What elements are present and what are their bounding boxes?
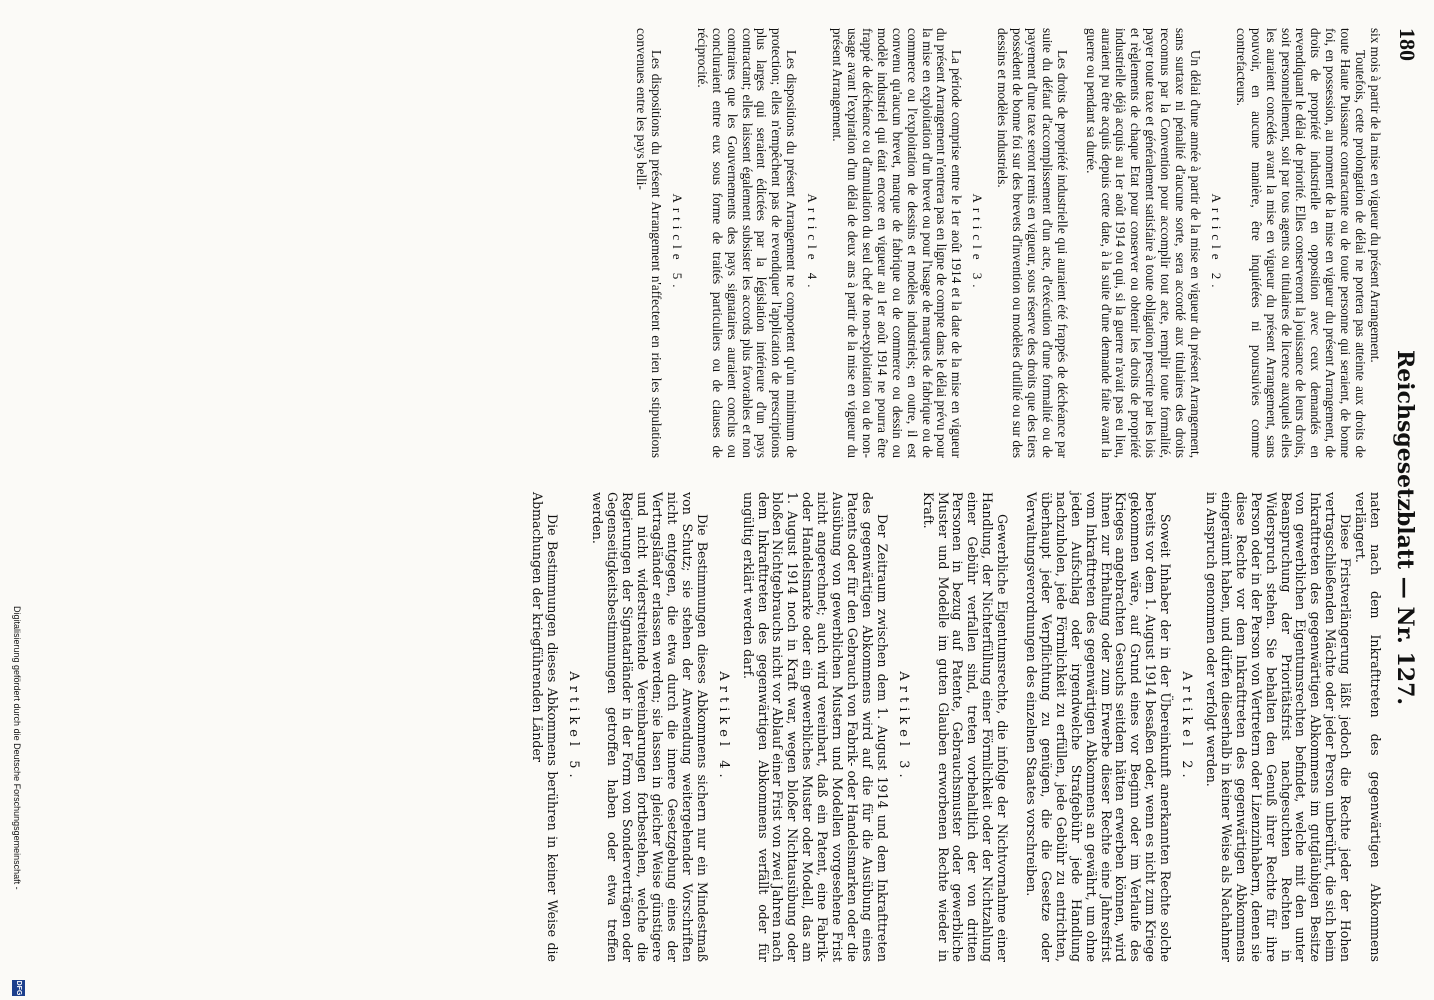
paragraph: Les dispositions du présent Arrangement n'affectent en rien les stipulations convenues entre les pays belli- bbox=[634, 28, 665, 458]
paragraph: Les droits de propriété industrielle qui auraient été frappés de déchéance par suite du défaut d'accomplissement d'un acte, d'exécution d'une formalité ou de payement d'une taxe seront remis en vigueur, sous réserve des droits que des tiers possèdent de bonne foi sur des brevets d'invention ou modèles d'utilité ou sur des dessins et modèles industriels. bbox=[995, 28, 1070, 458]
paragraph: six mois à partir de la mise en vigueur du présent Arrangement. bbox=[1368, 28, 1383, 363]
german-column bbox=[529, 492, 1382, 962]
article-heading: Article 5. bbox=[669, 193, 685, 293]
paragraph: naten nach dem Inkrafttreten des gegenwärtigen Abkommens verlängert. bbox=[1353, 492, 1383, 962]
credit-text: Digitalisierung gefördert durch die Deutsche Forschungsgemeinschaft - bbox=[12, 606, 22, 890]
paragraph: Die Bestimmungen dieses Abkommens berühren in keiner Weise die Abmachungen der kriegführenden Länder bbox=[529, 492, 560, 962]
paragraph: Die Bestimmungen dieses Abkommens sichern nur ein Mindestmaß von Schutz; sie stehen der Anwendung weitergehender Vorschriften nicht entgegen, die etwa durch die innere Gesetzgebung eines der Vertragsländer erlassen werden; sie lassen in gleicher Weise günstigere und nicht widerstreitende Vereinbarungen fortbestehen, welche die Regierungen der Signatarländer in der Form von Sonderverträgen oder Gegenseitigkeitsbestimmungen getroffen haben oder etwa treffen werden. bbox=[590, 492, 710, 962]
page-number: 180 bbox=[1395, 28, 1420, 61]
paragraph: Toutefois, cette prolongation de délai ne portera pas atteinte aux droits de toute Haute Puissance contractante ou de toute personne qui seraient, de bonne foi, en possession, au moment de la mise en vigueur du présent Arrangement, de droits de propriété industrielle en opposition avec ceux demandés en revendiquant le délai de priorité. Elles conserveront la jouissance de leurs droits, soit personnellement, soit par tous agents ou titulaires de licence auxquels elles les auraient concédés avant la mise en vigueur du présent Arrangement, sans pouvoir, en aucune manière, être inquiétées ni poursuivies comme contrefacteurs. bbox=[1233, 28, 1369, 458]
article-heading: Article 4. bbox=[805, 193, 821, 293]
paragraph: Les dispositions du présent Arrangement ne comportent qu'un minimum de protection; elles n'empêchent pas de revendiquer l'application de prescriptions plus larges qui seraient édictées par la législation intérieure d'un pays contractant; elles laissent également subsister les accords plus favorables et non contraires que les Gouvernements des pays signataires auraient conclus ou concluraient entre eux sous forme de traités particuliers ou de clauses de réciprocité. bbox=[694, 28, 800, 458]
paragraph: La période comprise entre le 1er août 1914 et la date de la mise en vigueur du présent Arrangement n'entrera pas en ligne de compte dans le délai prévu pour la mise en exploitation d'un brevet ou pour l'usage de marques de fabrique ou de commerce ou l'exploitation de dessins et modèles industriels; en outre, il est convenu qu'aucun brevet, marque de fabrique ou de commerce ou dessin ou modèle industriel qui était encore en vigueur au 1er août 1914 ne pourra être frappé de déchéance ou d'annulation du seul chef de non-exploitation ou de non-usage avant l'expiration d'un délai de deux ans à partir de la mise en vigueur du présent Arrangement. bbox=[830, 28, 965, 458]
page-title: Reichsgesetzblatt — Nr. 127. bbox=[1392, 350, 1418, 706]
article-heading: Artikel 4. bbox=[715, 671, 731, 783]
article-heading: Artikel 5. bbox=[565, 671, 581, 783]
paragraph: Der Zeitraum zwischen dem 1. August 1914 und dem Inkrafttreten des gegenwärtigen Abkommens wird auf die für die Ausübung eines Patents oder für den Gebrauch von Fabrik- oder Handelsmarken oder die Ausübung von gewerblichen Mustern und Modellen vorgesehene Frist nicht angerechnet; auch wird vereinbart, daß ein Patent, eine Fabrik- oder Handelsmarke oder ein gewerbliches Muster oder Modell, das am 1. August 1914 noch in Kraft war, wegen bloßer Nichtausübung oder bloßen Nichtgebrauchs nicht vor Ablauf einer Frist von zwei Jahren nach dem Inkrafttreten des gegenwärtigen Abkommens verfällt oder für ungültig erklärt werden darf. bbox=[740, 492, 890, 962]
article-heading: Artikel 3. bbox=[895, 671, 911, 783]
paragraph: Un délai d'une année à partir de la mise en vigueur du présent Arrangement, sans surtaxe ni pénalité d'aucune sorte, sera accordé aux titulaires des droits reconnus par la Convention pour accomplir tout acte, remplir toute formalité, payer toute taxe et généralement satisfaire à toute obligation prescrite par les lois et règlements de chaque Etat pour conserver ou obtenir les droits de propriété industrielle déjà acquis au 1er août 1914 ou qui, si la guerre n'avait pas eu lieu, auraient pu être acquis depuis cette date, à la suite d'une demande faite avant la guerre ou pendant sa durée. bbox=[1083, 28, 1204, 458]
paragraph: Diese Fristverlängerung läßt jedoch die Rechte jeder der Hohen vertragschließenden Mächte oder jeder Person unberührt, die sich beim Inkrafttreten des gegenwärtigen Abkommens im gutgläubigen Besitze von gewerblichen Eigentumsrechten befindet, welche mit den unter Beanspruchung der Prioritätsfrist nachgesuchten Rechten in Widerspruch stehen. Sie behalten den Genuß ihrer Rechte für ihre Person oder in der Person von Vertretern oder Lizenzinhabern, denen sie diese Rechte vor dem Inkrafttreten des gegenwärtigen Abkommens eingeräumt haben, und dürfen dieserhalb in keiner Weise als Nachahmer in Anspruch genommen oder verfolgt werden. bbox=[1204, 492, 1354, 962]
article-heading: Artikel 2. bbox=[1179, 671, 1195, 783]
article-heading: Article 2. bbox=[1208, 193, 1224, 293]
dfg-logo: DFG bbox=[12, 980, 25, 996]
article-heading: Article 3. bbox=[970, 193, 986, 293]
paragraph: Soweit Inhaber der in der Übereinkunft anerkannten Rechte solche bereits vor dem 1. August 1914 besaßen oder, wenn es nicht zum Kriege gekommen wäre, auf Grund eines vor Beginn oder im Verlaufe des Krieges angebrachten Gesuchs seitdem hätten erwerben können, wird ihnen zur Erhaltung oder zum Erwerbe dieser Rechte eine Jahresfrist vom Inkrafttreten des gegenwärtigen Abkommens an gewährt, um ohne jeden Aufschlag oder irgendwelche Strafgebühr jede Handlung nachzuholen, jede Förmlichkeit zu erfüllen, jede Gebühr zu entrichten, überhaupt jeder Verpflichtung zu genügen, die die Gesetze oder Verwaltungsverordnungen des einzelnen Staates vorschreiben. bbox=[1024, 492, 1174, 962]
french-column bbox=[633, 28, 1382, 458]
paragraph: Gewerbliche Eigentumsrechte, die infolge der Nichtvornahme einer Handlung, der Nichterfüllung einer Förmlichkeit oder der Nichtzahlung einer Gebühr verfallen sind, treten vorbehaltlich der von dritten Personen in bezug auf Patente, Gebrauchsmuster oder gewerbliche Muster und Modelle im guten Glauben erworbenen Rechte wieder in Kraft. bbox=[920, 492, 1011, 962]
